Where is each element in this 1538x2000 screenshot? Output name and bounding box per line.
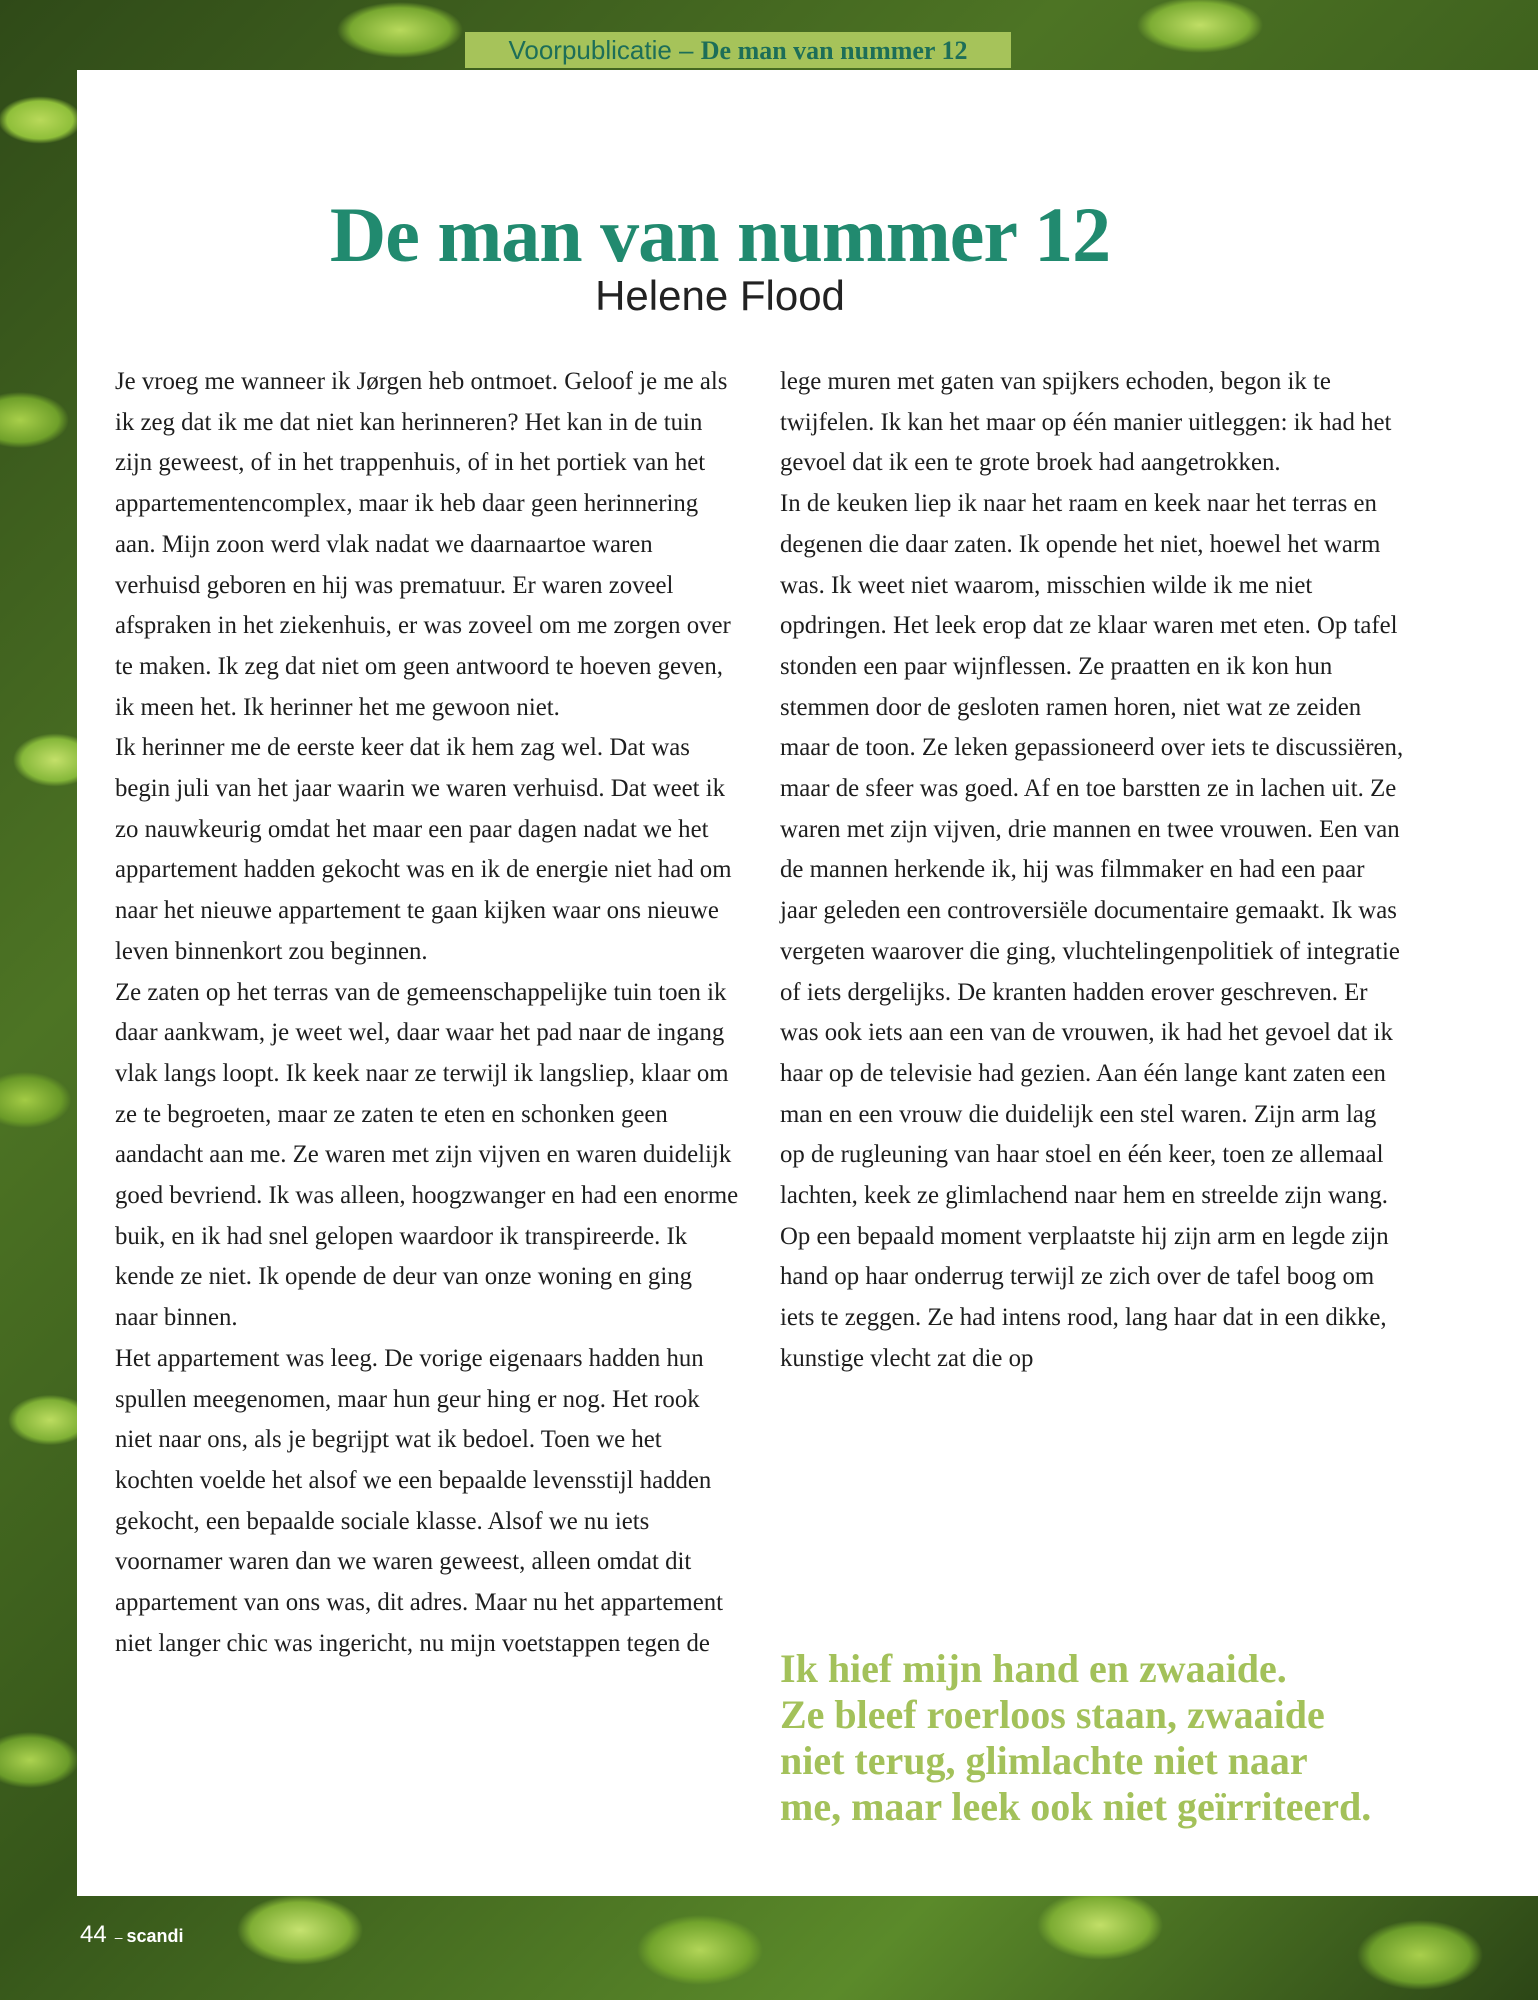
body-paragraph: lege muren met gaten van spijkers echoden, begon ik te twijfelen. Ik kan het maar op één manier uitleggen: ik had het gevoel dat ik een te grote broek had aangetrokken. [780, 368, 1392, 477]
body-column-left [115, 362, 740, 1665]
article-title: De man van nummer 12 [329, 191, 1111, 278]
pull-quote-line: Ze bleef roerloos staan, zwaaide [780, 1692, 1325, 1737]
magazine-name: scandi [126, 1926, 184, 1946]
body-paragraph: Ze zaten op het terras van de gemeenschappelijke tuin toen ik daar aankwam, je weet wel, daar waar het pad naar de ingang vlak langs loopt. Ik keek naar ze terwijl ik langsliep, klaar om ze te begroeten, maar ze zaten te eten en schonken geen aandacht aan me. Ze waren met zijn vijven en waren duidelijk goed bevriend. Ik was alleen, hoogzwanger en had een enorme buik, en ik had snel gelopen waardoor ik transpireerde. Ik kende ze niet. Ik opende de deur van onze woning en ging naar binnen. [115, 978, 739, 1332]
pull-quote-line: niet terug, glimlachte niet naar [780, 1738, 1308, 1783]
body-column-right [780, 362, 1405, 1380]
page-number: 44 [80, 1921, 107, 1948]
footer-separator: – [114, 1929, 123, 1945]
body-paragraph: In de keuken liep ik naar het raam en keek naar het terras en degenen die daar zaten. Ik opende het niet, hoewel het warm was. Ik weet niet waarom, misschien wilde ik me niet opdringen. Het leek erop dat ze klaar waren met eten. Op tafel stonden een paar wijnflessen. Ze praatten en ik kon hun stemmen door de gesloten ramen horen, niet wat ze zeiden maar de toon. Ze leken gepassioneerd over iets te discussiëren, maar de sfeer was goed. Af en toe barstten ze in lachen uit. Ze waren met zijn vijven, drie mannen en twee vrouwen. Een van de mannen herkende ik, hij was filmmaker en had een paar jaar geleden een controversiële documentaire gemaakt. Ik was vergeten waarover die ging, vluchtelingenpolitiek of integratie of iets dergelijks. De kranten hadden erover geschreven. Er was ook iets aan een van de vrouwen, ik had het gevoel dat ik haar op de televisie had gezien. Aan één lange kant zaten een man en een vrouw die duidelijk een stel waren. Zijn arm lag op de rugleuning van haar stoel en één keer, toen ze allemaal lachten, keek ze glimlachend naar hem en streelde zijn wang. Op een bepaald moment verplaatste hij zijn arm en legde zijn hand op haar onderrug terwijl ze zich over de tafel boog om iets te zeggen. Ze had intens rood, lang haar dat in een dikke, kunstige vlecht zat die op [780, 490, 1404, 1372]
body-paragraph: Ik herinner me de eerste keer dat ik hem zag wel. Dat was begin juli van het jaar waarin we waren verhuisd. Dat weet ik zo nauwkeurig omdat het maar een paar dagen nadat we het appartement hadden gekocht was en ik de energie niet had om naar het nieuwe appartement te gaan kijken waar ons nieuwe leven binnenkort zou beginnen. [115, 734, 732, 965]
body-paragraph: Je vroeg me wanneer ik Jørgen heb ontmoet. Geloof je me als ik zeg dat ik me dat niet kan herinneren? Het kan in de tuin zijn geweest, of in het trappenhuis, of in het portiek van het appartementencomplex, maar ik heb daar geen herinnering aan. Mijn zoon werd vlak nadat we daarnaartoe waren verhuisd geboren en hij was prematuur. Er waren zoveel afspraken in het ziekenhuis, er was zoveel om me zorgen over te maken. Ik zeg dat niet om geen antwoord te hoeven geven, ik meen het. Ik herinner het me gewoon niet. [115, 368, 731, 721]
section-kicker: Voorpublicatie – [508, 35, 694, 65]
pull-quote-line: Ik hief mijn hand en zwaaide. [780, 1646, 1287, 1691]
section-tab [465, 32, 1011, 68]
article-author: Helene Flood [595, 272, 845, 319]
pull-quote [780, 1646, 1480, 1830]
section-kicker-title: De man van nummer 12 [700, 36, 968, 65]
body-paragraph: Het appartement was leeg. De vorige eigenaars hadden hun spullen meegenomen, maar hun geur hing er nog. Het rook niet naar ons, als je begrijpt wat ik bedoel. Toen we het kochten voelde het alsof we een bepaalde levensstijl hadden gekocht, een bepaalde sociale klasse. Alsof we nu iets voornamer waren dan we waren geweest, alleen omdat dit appartement van ons was, dit adres. Maar nu het appartement niet langer chic was ingericht, nu mijn voetstappen tegen de [115, 1344, 723, 1657]
pull-quote-line: me, maar leek ook niet geïrriteerd. [780, 1784, 1372, 1829]
page-footer [80, 1920, 184, 1952]
